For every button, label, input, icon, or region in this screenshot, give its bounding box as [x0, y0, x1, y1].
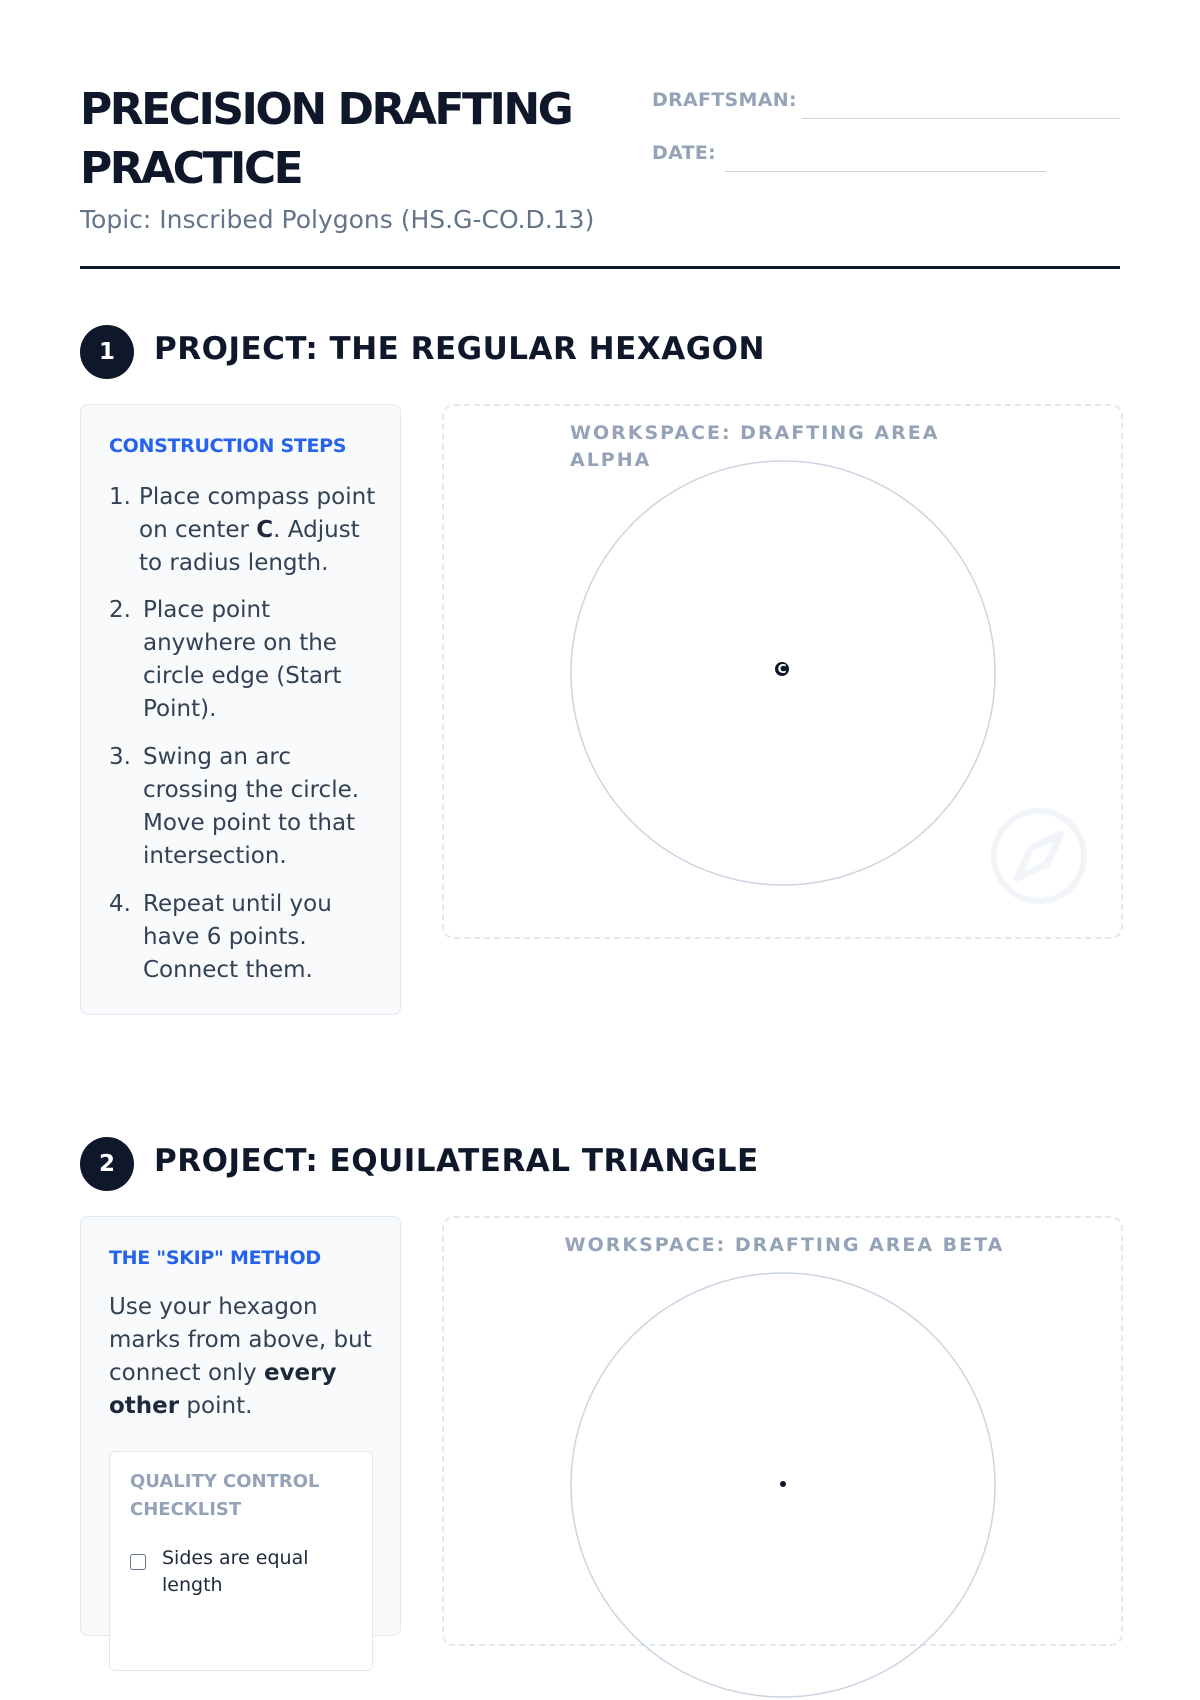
- step-number: 2.: [109, 597, 131, 623]
- step-text: Place point anywhere on the circle edge (Start Point).: [143, 597, 342, 722]
- instruction-text: Use your hexagon marks from above, but connect only: [109, 1294, 372, 1386]
- step-text: . Adjust to radius length.: [139, 517, 360, 576]
- skip-method-panel: [80, 1216, 401, 1636]
- workspace-label: WORKSPACE: DRAFTING AREA BETA: [564, 1234, 1005, 1256]
- checklist-title: QUALITY CONTROL CHECKLIST: [130, 1471, 320, 1520]
- drafting-area-alpha[interactable]: [442, 404, 1123, 939]
- list-item: [109, 741, 379, 873]
- center-point-label: C: [256, 517, 274, 543]
- section-title: PROJECT: THE REGULAR HEXAGON: [154, 331, 765, 367]
- emphasis-text: every other: [109, 1360, 337, 1419]
- step-text: Place compass point on center: [139, 484, 376, 543]
- page-title-line-1: PRECISION DRAFTING: [80, 84, 572, 135]
- step-number: 3.: [109, 744, 131, 770]
- section-number-badge: 1: [80, 325, 134, 379]
- drafting-area-beta[interactable]: [442, 1216, 1123, 1646]
- date-field[interactable]: [725, 171, 1046, 172]
- quality-control-checklist: [109, 1451, 373, 1671]
- draftsman-label: DRAFTSMAN:: [652, 89, 797, 111]
- section-title: PROJECT: EQUILATERAL TRIANGLE: [154, 1143, 759, 1179]
- section-number-badge: 2: [80, 1137, 134, 1191]
- page-title-line-2: PRACTICE: [80, 143, 302, 194]
- center-point: [780, 1481, 786, 1487]
- checkbox[interactable]: [130, 1554, 146, 1570]
- workspace-label: WORKSPACE: DRAFTING AREA ALPHA: [570, 422, 940, 471]
- compass-icon: [989, 806, 1089, 906]
- panel-heading: THE "SKIP" METHOD: [109, 1247, 321, 1269]
- date-label: DATE:: [652, 142, 717, 164]
- draftsman-field[interactable]: [802, 118, 1120, 119]
- instruction-text: point.: [179, 1393, 253, 1419]
- step-text: Swing an arc crossing the circle. Move point to that intersection.: [143, 744, 360, 869]
- list-item: [109, 594, 379, 726]
- construction-steps-panel: [80, 404, 401, 1015]
- checklist-item-label: Sides are equal length: [162, 1547, 309, 1596]
- method-instructions: [109, 1291, 377, 1423]
- page-subtitle: Topic: Inscribed Polygons (HS.G-CO.D.13): [80, 205, 595, 234]
- checklist-checkbox[interactable]: [130, 1554, 146, 1570]
- step-number: 4.: [109, 891, 131, 917]
- header-divider: [80, 266, 1120, 269]
- list-item: [109, 481, 379, 580]
- center-label: C: [777, 662, 787, 676]
- step-number: 1.: [109, 484, 131, 510]
- list-item: [109, 888, 379, 987]
- step-text: Repeat until you have 6 points. Connect them.: [143, 891, 332, 983]
- panel-heading: CONSTRUCTION STEPS: [109, 435, 347, 457]
